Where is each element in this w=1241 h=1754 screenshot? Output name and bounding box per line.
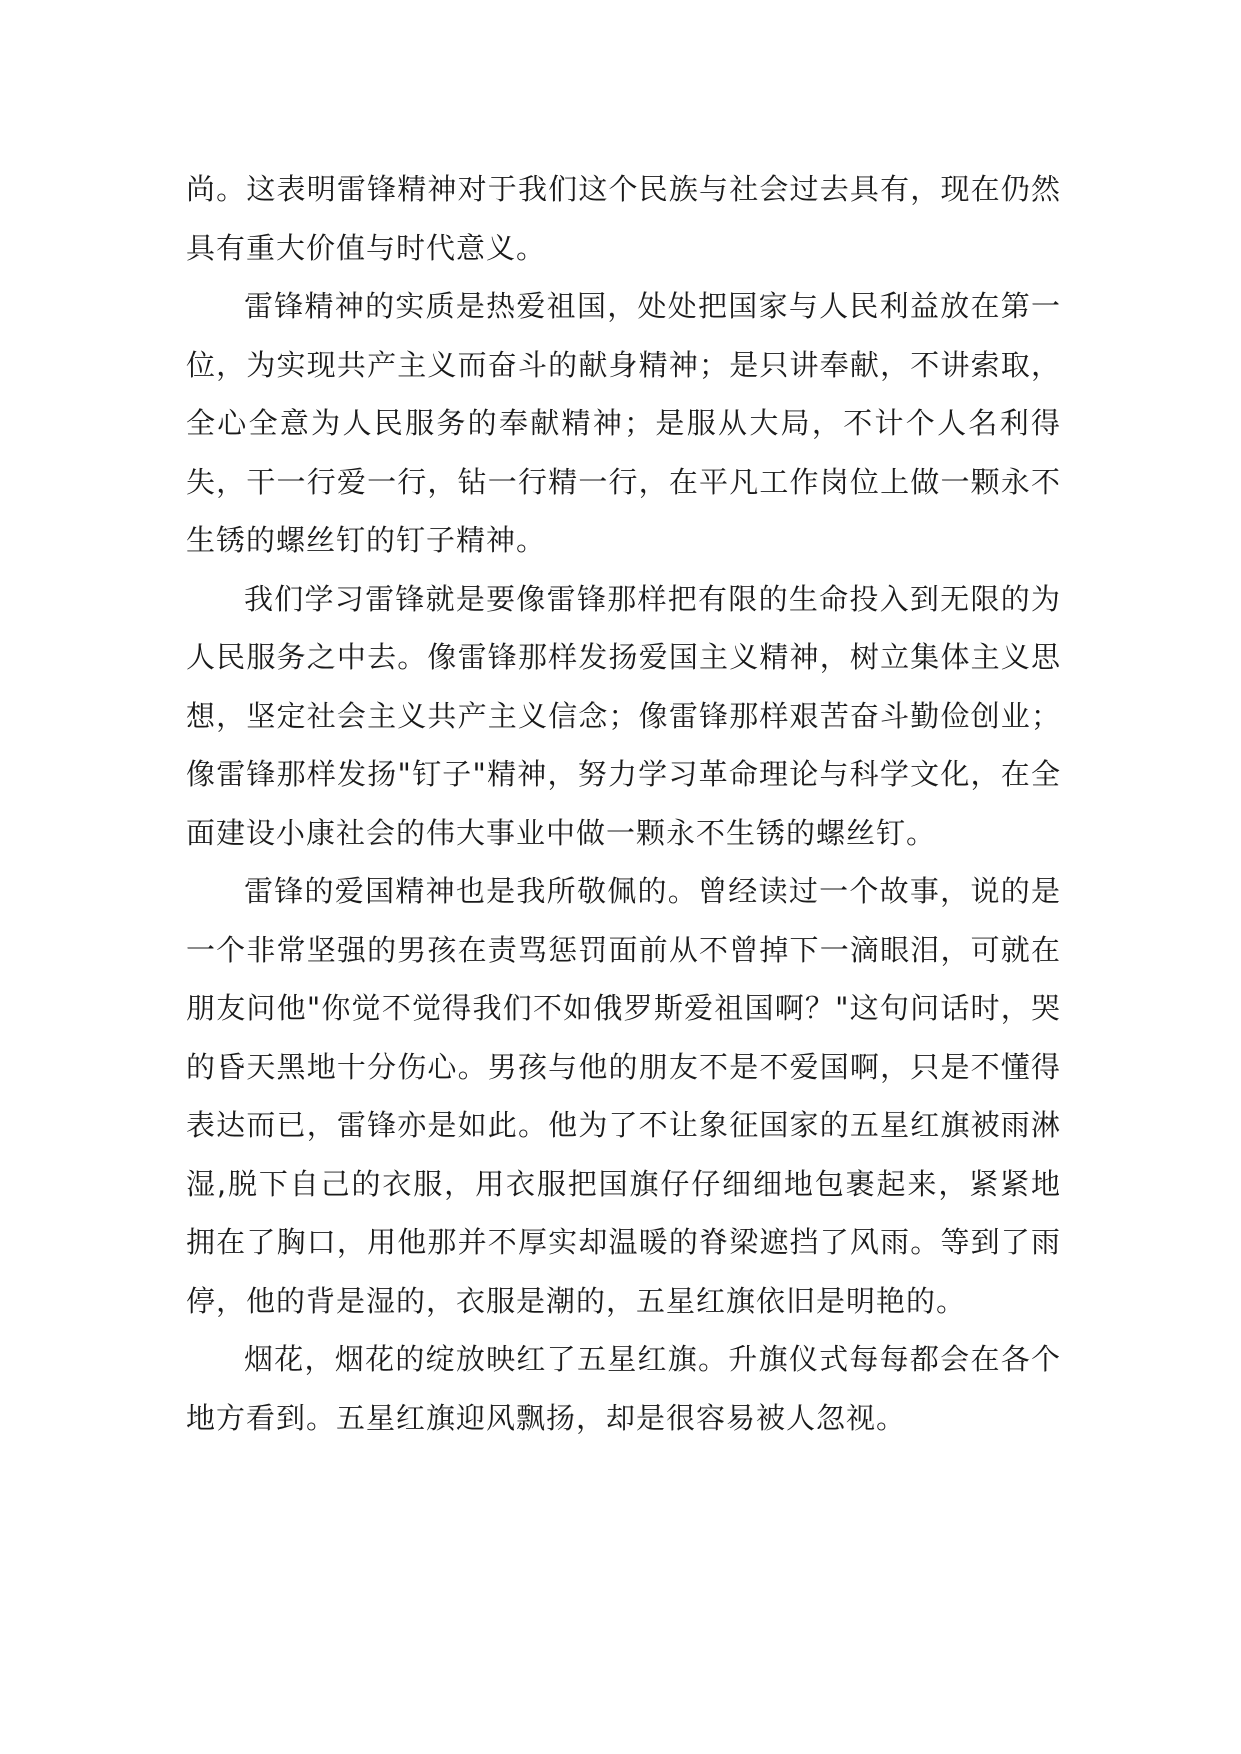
document-body [186,160,1061,1447]
paragraph-4: 雷锋的爱国精神也是我所敬佩的。曾经读过一个故事，说的是一个非常坚强的男孩在责骂惩罚面前从不曾掉下一滴眼泪，可就在朋友问他"你觉不觉得我们不如俄罗斯爱祖国啊？"这句问话时，哭的昏天黑地十分伤心。男孩与他的朋友不是不爱国啊，只是不懂得表达而已，雷锋亦是如此。他为了不让象征国家的五星红旗被雨淋湿,脱下自己的衣服，用衣服把国旗仔仔细细地包裹起来，紧紧地拥在了胸口，用他那并不厚实却温暖的脊梁遮挡了风雨。等到了雨停，他的背是湿的，衣服是潮的，五星红旗依旧是明艳的。 [186,874,1061,1318]
paragraph-5: 烟花，烟花的绽放映红了五星红旗。升旗仪式每每都会在各个地方看到。五星红旗迎风飘扬，却是很容易被人忽视。 [186,1342,1061,1435]
paragraph-3: 我们学习雷锋就是要像雷锋那样把有限的生命投入到无限的为人民服务之中去。像雷锋那样发扬爱国主义精神，树立集体主义思想，坚定社会主义共产主义信念；像雷锋那样艰苦奋斗勤俭创业；像雷锋那样发扬"钉子"精神，努力学习革命理论与科学文化，在全面建设小康社会的伟大事业中做一颗永不生锈的螺丝钉。 [186,581,1061,850]
paragraph-2: 雷锋精神的实质是热爱祖国，处处把国家与人民利益放在第一位，为实现共产主义而奋斗的献身精神；是只讲奉献，不讲索取，全心全意为人民服务的奉献精神；是服从大局，不计个人名利得失，干一行爱一行，钻一行精一行，在平凡工作岗位上做一颗永不生锈的螺丝钉的钉子精神。 [186,289,1061,557]
paragraph-1: 尚。这表明雷锋精神对于我们这个民族与社会过去具有，现在仍然具有重大价值与时代意义。 [186,172,1061,265]
